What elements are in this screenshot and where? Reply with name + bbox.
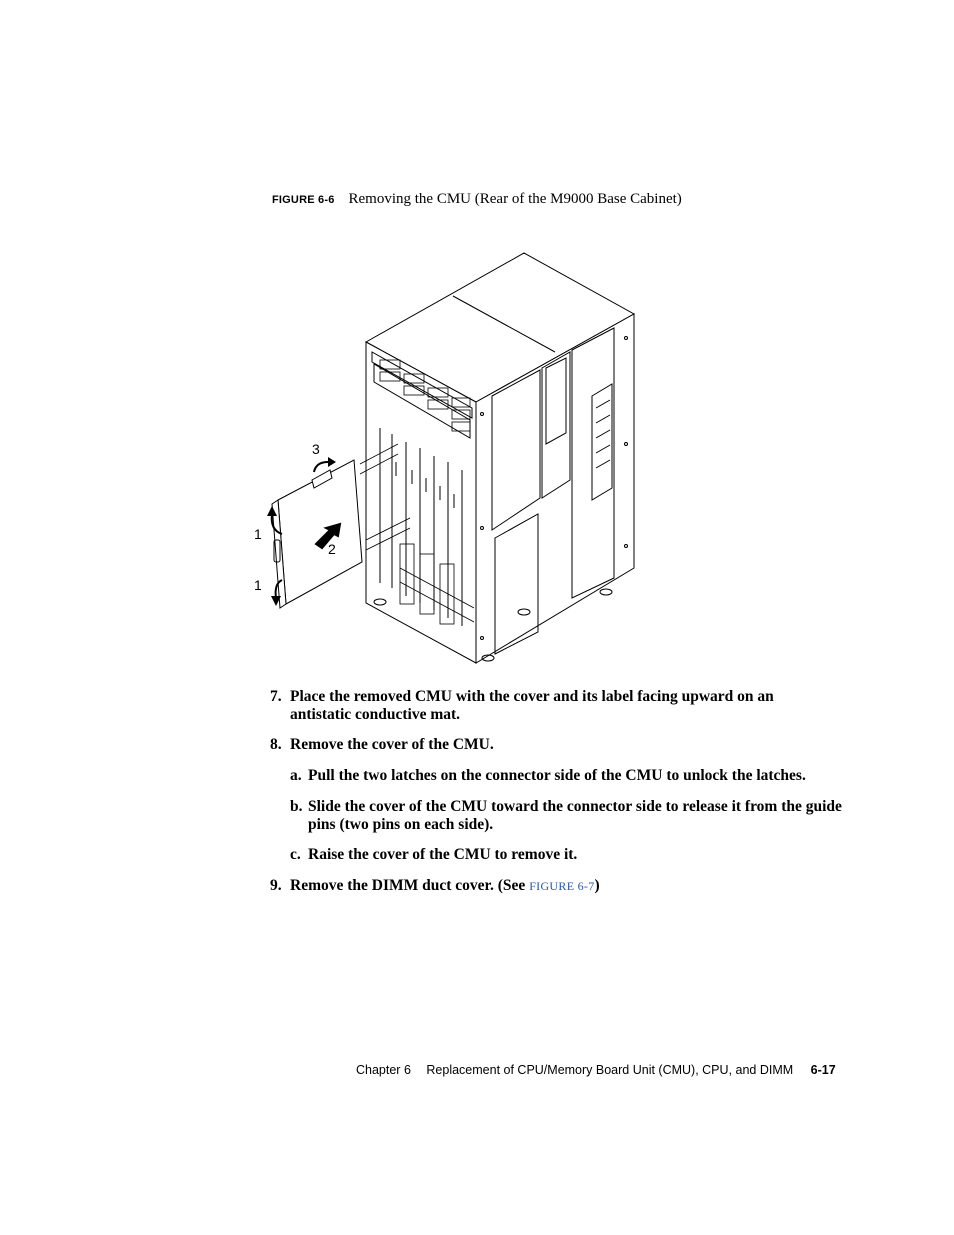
- step-letter: c.: [290, 846, 301, 863]
- callout-2: 2: [328, 541, 336, 557]
- cabinet-outline: [366, 253, 634, 663]
- cabinet-illustration: [250, 248, 650, 668]
- callout-1-bottom: 1: [254, 577, 262, 593]
- figure-label: FIGURE 6-6: [272, 194, 335, 206]
- step-letter: b.: [290, 798, 303, 815]
- step-8c: [290, 846, 577, 864]
- step-7: [270, 688, 830, 724]
- step-8b: [290, 798, 853, 834]
- rotation-arrow-3: [314, 457, 336, 472]
- step-8: [270, 736, 494, 754]
- footer-chapter: Chapter 6: [356, 1063, 411, 1077]
- footer-title: Replacement of CPU/Memory Board Unit (CMU), CPU, and DIMM: [426, 1063, 794, 1077]
- page-footer: [356, 1063, 836, 1077]
- callout-1-top: 1: [254, 526, 262, 542]
- callout-3: 3: [312, 441, 320, 457]
- step-text: Place the removed CMU with the cover and its label facing upward on an antistatic conductive mat.: [290, 688, 774, 723]
- step-8a: [290, 767, 853, 785]
- figure-caption: [272, 190, 682, 208]
- page-number: 6-17: [810, 1063, 836, 1077]
- step-letter: a.: [290, 767, 302, 784]
- step-text: [290, 877, 600, 895]
- step-text-before: Remove the DIMM duct cover. (See: [290, 877, 530, 894]
- step-number: 8.: [270, 736, 282, 753]
- step-9: [270, 877, 600, 895]
- step-text-after: ): [594, 877, 600, 894]
- figure-title: Removing the CMU (Rear of the M9000 Base Cabinet): [348, 191, 682, 207]
- cmu-board: [272, 460, 362, 608]
- step-text: Raise the cover of the CMU to remove it.: [308, 846, 578, 863]
- step-text: Slide the cover of the CMU toward the connector side to release it from the guide pins (two pins on each side).: [308, 798, 842, 833]
- step-number: 9.: [270, 877, 282, 894]
- step-text: Pull the two latches on the connector side of the CMU to unlock the latches.: [308, 767, 806, 784]
- step-number: 7.: [270, 688, 282, 705]
- figure-6-7-link[interactable]: FIGURE 6-7: [529, 879, 595, 893]
- step-text: Remove the cover of the CMU.: [290, 736, 494, 753]
